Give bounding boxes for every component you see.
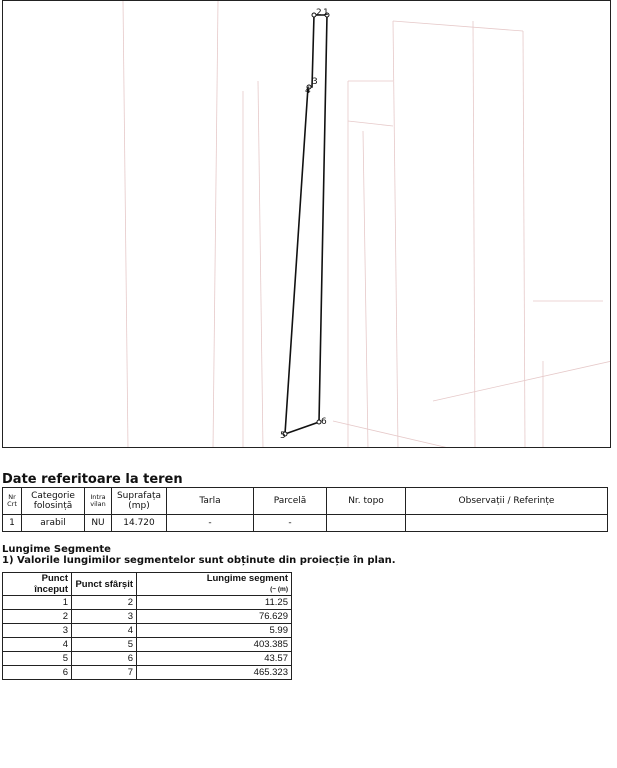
point-label-4: 4 (305, 86, 311, 96)
col-lungime-segment (137, 573, 292, 596)
col-observatii: Observații / Referințe (406, 488, 608, 515)
point-label-6: 6 (321, 417, 327, 427)
parcel-outline (285, 15, 327, 434)
cell-length: 465.323 (137, 666, 292, 680)
point-label-3: 3 (312, 77, 318, 87)
table-row (3, 666, 292, 680)
segments-title: Lungime Segmente (2, 544, 111, 555)
segments-table-header (3, 573, 292, 596)
col-punct-sfarsit: Punct sfârșit (72, 573, 137, 596)
table-row (3, 652, 292, 666)
point-label-5: 5 (280, 431, 286, 441)
col-parcela: Parcelă (254, 488, 327, 515)
cell-end: 5 (72, 638, 137, 652)
segments-table (2, 572, 292, 680)
cell-start: 5 (3, 652, 72, 666)
cell-nr-topo (327, 515, 406, 532)
teren-table (2, 487, 608, 532)
cell-parcela: - (254, 515, 327, 532)
col-categorie: Categorie folosință (22, 488, 85, 515)
col-intravilan: Intra vilan (85, 488, 112, 515)
cell-suprafata: 14.720 (112, 515, 167, 532)
parcel-map-drawing (3, 1, 611, 448)
cell-start: 6 (3, 666, 72, 680)
lungime-unit: (~ (m) (270, 586, 288, 593)
col-nr-topo: Nr. topo (327, 488, 406, 515)
cell-end: 6 (72, 652, 137, 666)
point-label-2: 2 (316, 8, 322, 18)
cell-length: 5.99 (137, 624, 292, 638)
segments-note: 1) Valorile lungimilor segmentelor sunt obținute din proiecție în plan. (2, 555, 396, 566)
cell-end: 4 (72, 624, 137, 638)
table-row (3, 624, 292, 638)
cell-start: 3 (3, 624, 72, 638)
parcel-map[interactable] (2, 0, 611, 448)
segments-section (2, 544, 396, 566)
cell-intravilan: NU (85, 515, 112, 532)
cell-observatii (406, 515, 608, 532)
cell-length: 11.25 (137, 596, 292, 610)
cell-categorie: arabil (22, 515, 85, 532)
background-cadastral-lines (123, 1, 611, 448)
col-punct-inceput: Punct început (3, 573, 72, 596)
cell-tarla: - (167, 515, 254, 532)
teren-section-title: Date referitoare la teren (2, 472, 183, 487)
cell-length: 403.385 (137, 638, 292, 652)
col-tarla: Tarla (167, 488, 254, 515)
col-suprafata: Suprafața (mp) (112, 488, 167, 515)
cell-start: 1 (3, 596, 72, 610)
table-row (3, 610, 292, 624)
cell-end: 3 (72, 610, 137, 624)
cell-length: 76.629 (137, 610, 292, 624)
table-row (3, 596, 292, 610)
cell-length: 43.57 (137, 652, 292, 666)
table-row (3, 515, 608, 532)
cell-start: 2 (3, 610, 72, 624)
table-row (3, 638, 292, 652)
col-nr-crt: Nr Crt (3, 488, 22, 515)
cell-end: 7 (72, 666, 137, 680)
cell-end: 2 (72, 596, 137, 610)
point-label-1: 1 (323, 8, 329, 18)
teren-table-header (3, 488, 608, 515)
cell-nr: 1 (3, 515, 22, 532)
cell-start: 4 (3, 638, 72, 652)
lungime-label: Lungime segment (206, 573, 288, 584)
